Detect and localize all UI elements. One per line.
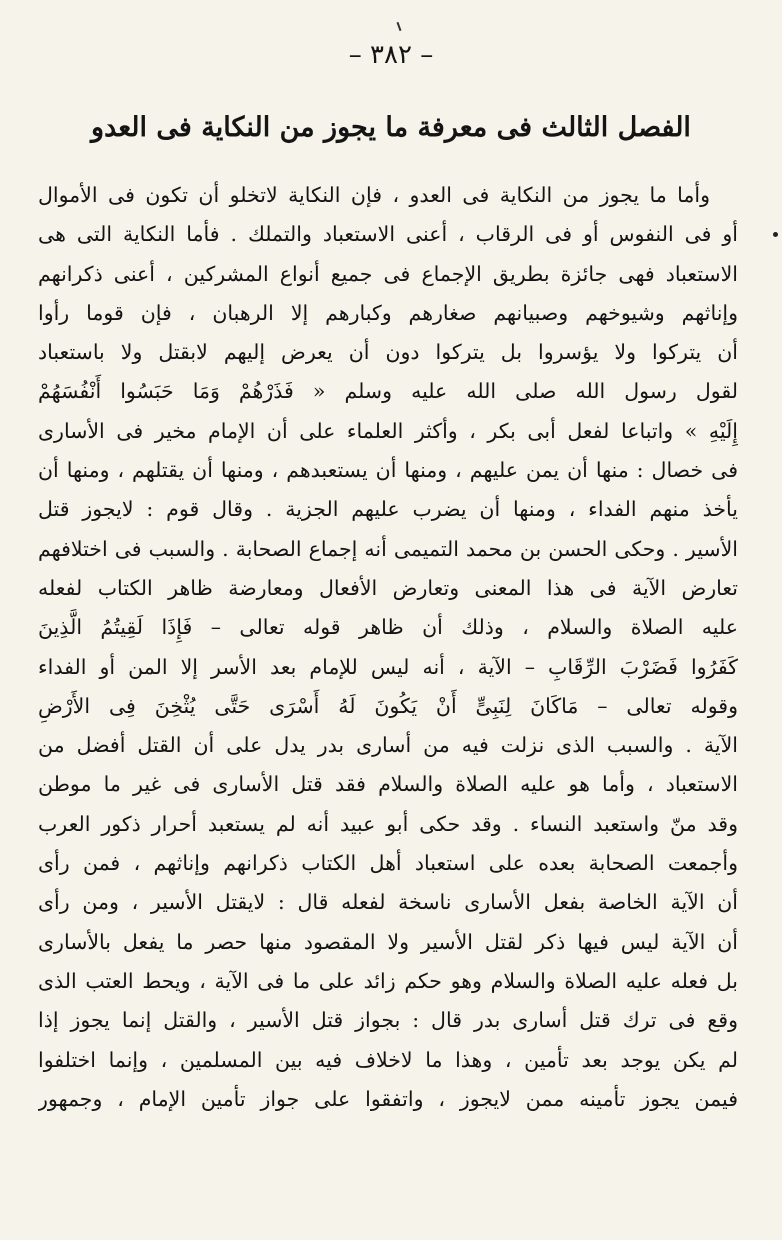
body-text [38,176,738,1119]
text-line: الاستعباد فهى جائزة بطريق الإجماع فى جميع أنواع المشركين ، أعنى ذكرانهم [38,261,738,286]
text-line: الأسير . وحكى الحسن بن محمد التميمى أنه إجماع الصحابة . والسبب فى اختلافهم [38,536,738,561]
text-line: عليه الصلاة والسلام ، وذلك أن ظاهر قوله تعالى – فَإِذَا لَقِيتُمُ الَّذِينَ [38,615,738,640]
text-line: فيمن يجوز تأمينه ممن لايجوز ، واتفقوا على جواز تأمين الإمام ، وجمهور [38,1086,738,1111]
text-line: فى خصال : منها أن يمن عليهم ، ومنها أن يستعبدهم ، ومنها أن يقتلهم ، ومنها أن [38,458,738,483]
text-line: كَفَرُوا فَضَرْبَ الرِّقَابِ – الآية ، أنه ليس للإمام بعد الأسر إلا المن أو الفداء [38,654,738,679]
text-line: يأخذ منهم الفداء ، ومنها أن يضرب عليهم الجزية . وقال قوم : لايجوز قتل [38,497,738,522]
text-line: لقول رسول الله صلى الله عليه وسلم « فَذَرْهُمْ وَمَا حَبَسُوا أَنْفُسَهُمْ [38,379,738,404]
text-line: أن الآية ليس فيها ذكر لقتل الأسير ولا المقصود منها حصر ما يفعل بالأسارى [38,929,738,954]
text-line: لم يكن يوجد بعد تأمين ، وهذا ما لاخلاف فيه بين المسلمين ، وإنما اختلفوا [38,1047,738,1072]
text-line: وأجمعت الصحابة بعده على استعباد أهل الكتاب ذكرانهم وإناثهم ، فمن رأى [38,851,738,876]
text-line: تعارض الآية فى هذا المعنى وتعارض الأفعال ومعارضة ظاهر الكتاب لفعله [38,575,738,600]
text-line: وقد منّ واستعبد النساء . وقد حكى أبو عبيد أنه لم يستعبد أحرار ذكور العرب [38,811,738,836]
margin-dot [773,232,778,237]
text-line: أن الآية الخاصة بفعل الأسارى ناسخة لفعله قال : لايقتل الأسير ، ومن رأى [38,890,738,915]
text-line: إِلَيْهِ » واتباعا لفعل أبى بكر ، وأكثر العلماء على أن الإمام مخير فى الأسارى [38,418,738,443]
page-number: – ٣٨٢ – [348,40,434,70]
text-line: الاستعباد ، وأما هو عليه الصلاة والسلام فقد قتل الأسارى فى غير ما موطن [38,772,738,797]
text-line: أن يتركوا ولا يؤسروا بل يتركوا دون أن يعرض إليهم لابقتل ولا باستعباد [38,340,738,365]
text-line: وقوله تعالى – مَاكَانَ لِنَبِىٍّ أَنْ يَكُونَ لَهُ أَسْرَى حَتَّى يُثْخِنَ فِى الأَرْضِ [38,693,738,718]
print-mark [397,22,402,31]
text-line: أو فى النفوس أو فى الرقاب ، أعنى الاستعباد والتملك . فأما النكاية التى هى [38,222,738,247]
text-line: وأما ما يجوز من النكاية فى العدو ، فإن النكاية لاتخلو أن تكون فى الأموال [38,183,710,207]
text-line: بل فعله عليه الصلاة والسلام وهو حكم زائد على ما فى الآية ، ويحط العتب الذى [38,968,738,993]
text-line: الآية . والسبب الذى نزلت فيه من أسارى بدر يدل على أن القتل أفضل من [38,733,738,758]
text-line: وإناثهم وشيوخهم وصبيانهم صغارهم وكبارهم إلا الرهبان ، فإن قوما رأوا [38,300,738,325]
chapter-heading: الفصل الثالث فى معرفة ما يجوز من النكاية فى العدو [91,112,691,143]
text-line: وقع فى ترك قتل أسارى بدر قال : بجواز قتل الأسير ، والقتل إنما يجوز إذا [38,1008,738,1033]
